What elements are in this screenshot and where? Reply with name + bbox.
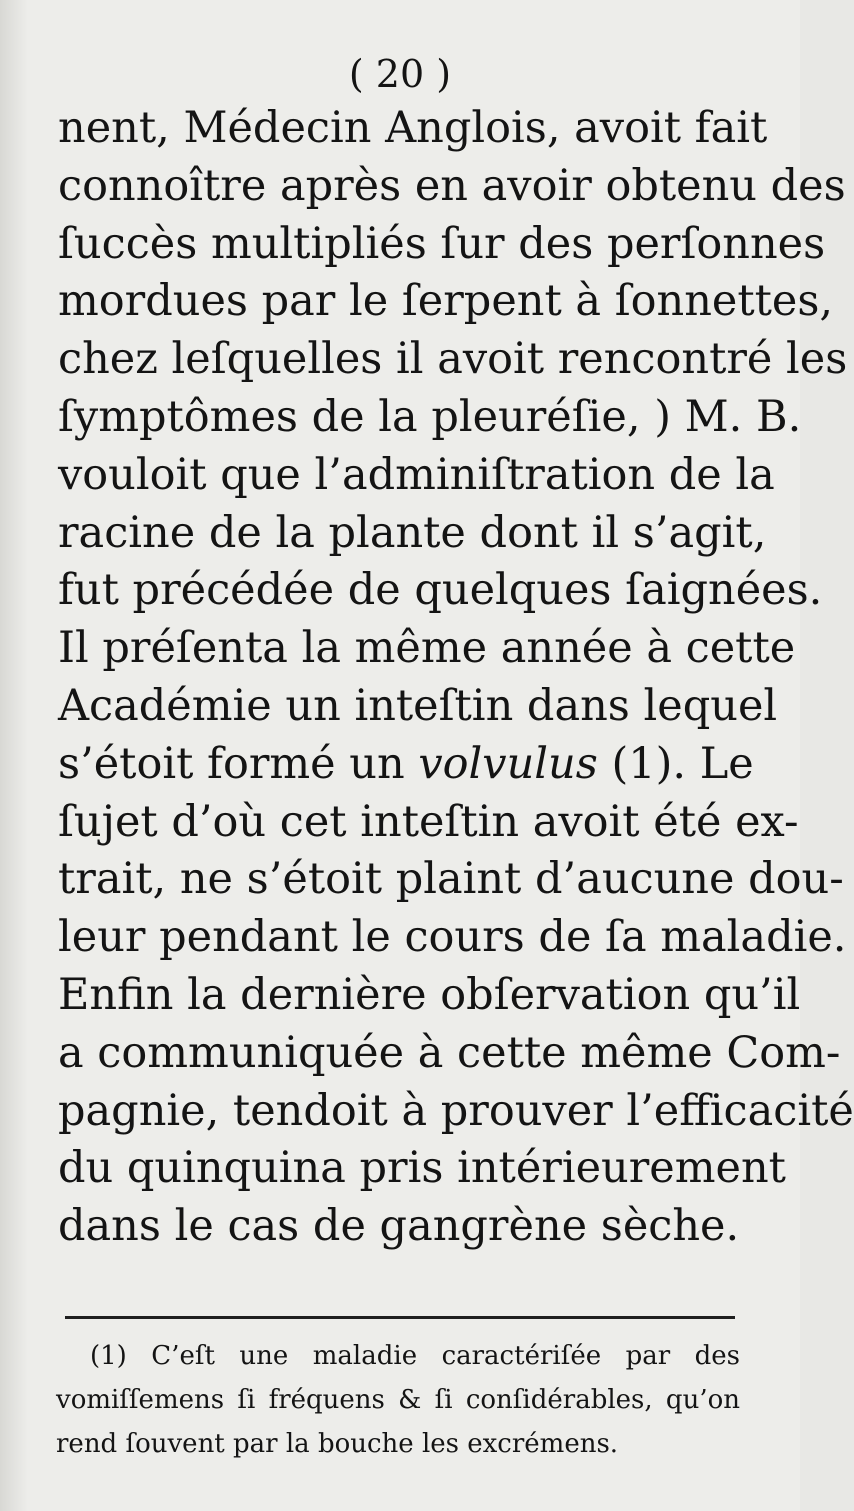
text-line: ſymptômes de la pleuréſie, ) M. B.: [58, 391, 802, 442]
italic-term: volvulus: [418, 738, 598, 789]
text-line: ſuccès multipliés ſur des perſonnes: [58, 218, 826, 269]
body-text: [58, 100, 854, 1256]
text-line-volvulus: [58, 736, 754, 794]
footnote-line: (1) C’eſt une maladie caractériſée par des: [90, 1341, 740, 1371]
text-line: racine de la plante dont il s’agit,: [58, 507, 767, 558]
text-line: pagnie, tendoit à prouver l’efficacité: [58, 1085, 854, 1136]
text-line: ſujet d’où cet inteſtin avoit été ex-: [58, 796, 799, 847]
text-line: vouloit que l’adminiſtration de la: [58, 449, 775, 500]
text-line: chez leſquelles il avoit rencontré les: [58, 334, 848, 385]
footnote-line: vomiſſemens ſi fréquens & ſi conſidérables, qu’on: [56, 1385, 740, 1415]
page-gutter-shadow: [0, 0, 28, 1511]
footnote-line: rend ſouvent par la bouche les excrémens.: [56, 1429, 619, 1459]
text-line: trait, ne s’étoit plaint d’aucune dou-: [58, 854, 844, 905]
text-line: Enfin la dernière obſervation qu’il: [58, 969, 801, 1020]
text-line: mordues par le ſerpent à ſonnettes,: [58, 276, 834, 327]
footnote-reference: (1). Le: [597, 738, 754, 789]
text-line: connoître après en avoir obtenu des: [58, 160, 846, 211]
text-line: leur pendant le cours de ſa maladie.: [58, 912, 847, 963]
text-line: du quinquina pris intérieurement: [58, 1143, 786, 1194]
page-number: ( 20 ): [348, 52, 452, 96]
footnote-rule: [65, 1316, 735, 1319]
text-line: nent, Médecin Anglois, avoit fait: [58, 103, 768, 153]
text-segment: s’étoit formé un: [58, 738, 419, 789]
text-line: dans le cas de gangrène sèche.: [58, 1201, 740, 1252]
text-line: fut précédée de quelques ſaignées.: [58, 565, 823, 616]
footnote: [56, 1334, 740, 1466]
text-line: Académie un inteſtin dans lequel: [58, 680, 778, 731]
text-line: a communiquée à cette même Com-: [58, 1027, 841, 1078]
text-line: Il préſenta la même année à cette: [58, 623, 796, 674]
